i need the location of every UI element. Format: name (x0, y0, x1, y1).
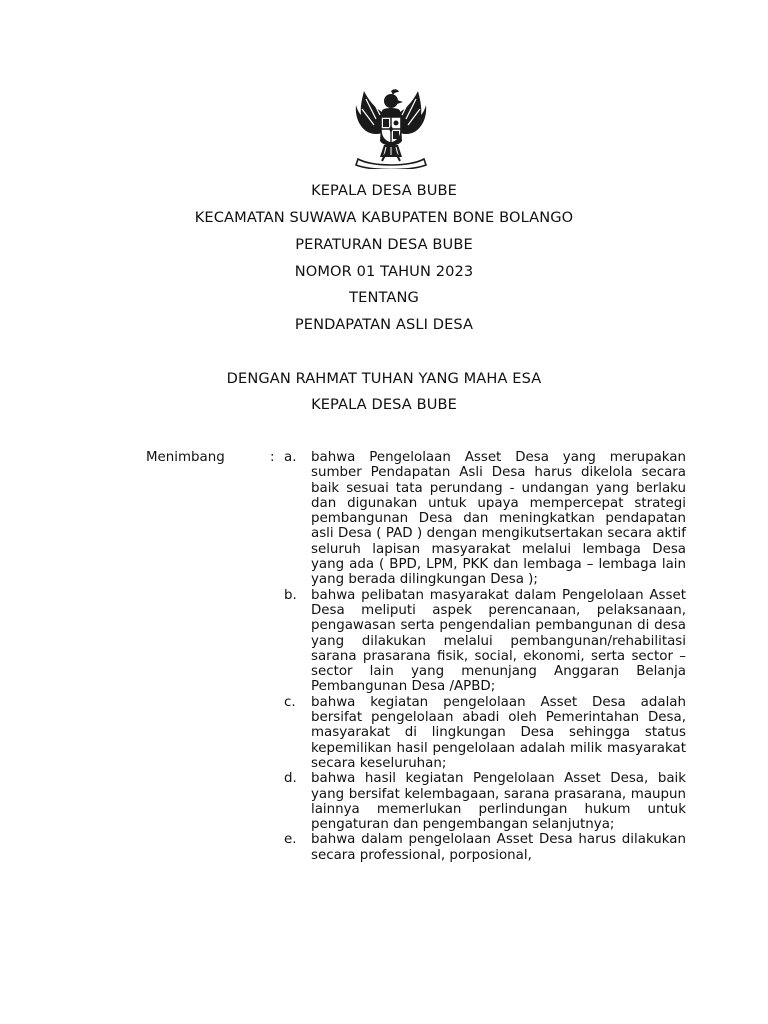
clause-text: bahwa pelibatan masyarakat dalam Pengelolaan Asset Desa meliputi aspek perencanaan, pelaksanaan, pengawasan serta pengendalian pembangunan di desa yang dilakukan melalui pembangunan/rehabilitasi sarana prasarana fisik, social, ekonomi, serta sector – sector lain yang menunjang Anggaran Belanja Pembangunan Desa /APBD; (311, 587, 686, 695)
clause-c (284, 695, 686, 771)
header-line-number-year: NOMOR 01 TAHUN 2023 (294, 263, 474, 280)
clause-text: bahwa dalam pengelolaan Asset Desa harus dilakukan secara professional, porposional, (311, 832, 686, 863)
preamble-line-blessing: DENGAN RAHMAT TUHAN YANG MAHA ESA (226, 370, 542, 387)
header-line-subject: PENDAPATAN ASLI DESA (294, 316, 474, 333)
clause-marker: a. (284, 450, 297, 465)
header-line-district: KECAMATAN SUWAWA KABUPATEN BONE BOLANGO (194, 209, 574, 226)
clause-e (284, 832, 686, 863)
clause-marker: d. (284, 771, 297, 787)
header-line-about: TENTANG (349, 289, 419, 306)
clause-a (284, 450, 686, 588)
considering-colon: : (270, 450, 275, 465)
header-line-regulation: PERATURAN DESA BUBE (295, 236, 473, 253)
clause-d (284, 771, 686, 832)
clause-marker: e. (284, 832, 297, 848)
clause-text: bahwa kegiatan pengelolaan Asset Desa adalah bersifat pengelolaan abadi oleh Pemerintahan Desa, masyarakat di lingkungan Desa sehingga status kepemilikan hasil pengelolaan adalah milik masyarakat secara keseluruhan; (311, 694, 686, 771)
clause-text: bahwa hasil kegiatan Pengelolaan Asset Desa, baik yang bersifat kelembagaan, sarana prasarana, maupun lainnya memerlukan perlindungan hukum untuk pengaturan dan pengembangan selanjutnya; (311, 771, 686, 833)
considering-label: Menimbang (146, 450, 225, 465)
clause-marker: c. (284, 694, 296, 710)
clause-marker: b. (284, 587, 297, 603)
garuda-pancasila-emblem-icon (348, 85, 434, 169)
clause-b (284, 588, 686, 695)
clause-text: bahwa Pengelolaan Asset Desa yang merupakan sumber Pendapatan Asli Desa harus dikelola secara baik sesuai tata perundang - undangan yang berlaku dan digunakan untuk upaya mempercepat strategi pembangunan Desa dan meningkatkan pendapatan asli Desa ( PAD ) dengan mengikutsertakan secara aktif seluruh lapisan masyarakat melalui lembaga Desa yang ada ( BPD, LPM, PKK dan lembaga – lembaga lain yang berada dilingkungan Desa ); (311, 450, 686, 588)
preamble-line-village-head: KEPALA DESA BUBE (311, 396, 457, 413)
considering-clauses (284, 450, 686, 863)
header-line-village-head: KEPALA DESA BUBE (311, 182, 457, 199)
